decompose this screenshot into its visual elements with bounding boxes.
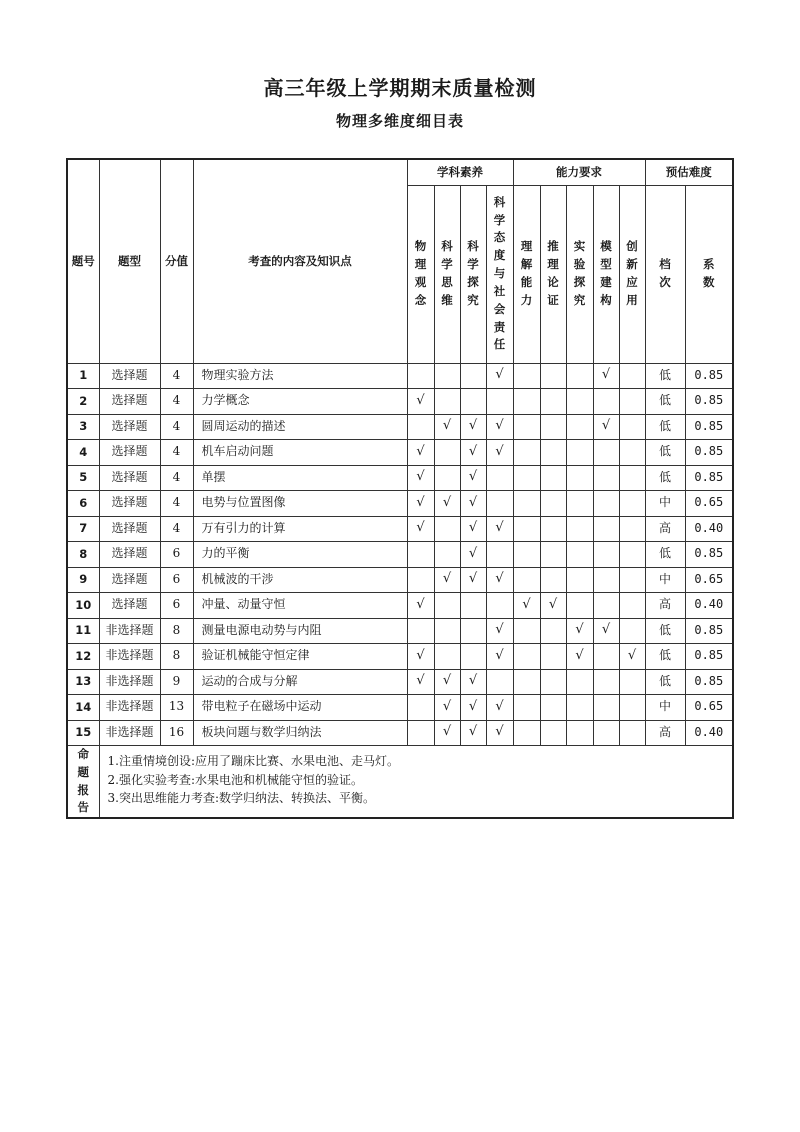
table-row (67, 618, 733, 644)
report-line-2: 2.强化实验考查:水果电池和机械能守恒的验证。 (107, 772, 363, 787)
literacy-check: √ (407, 440, 434, 466)
question-type: 选择题 (99, 440, 160, 466)
ability-check (619, 542, 645, 568)
ability-check: √ (566, 618, 593, 644)
literacy-check (434, 644, 460, 670)
literacy-check (486, 389, 513, 415)
literacy-check: √ (407, 389, 434, 415)
question-score: 6 (160, 567, 193, 593)
question-type: 选择题 (99, 389, 160, 415)
literacy-header-3: 科学探究 (460, 185, 486, 363)
literacy-check: √ (486, 644, 513, 670)
col-score-header: 分值 (160, 159, 193, 363)
table-row (67, 644, 733, 670)
ability-check (593, 720, 619, 746)
ability-check: √ (593, 414, 619, 440)
question-topic: 运动的合成与分解 (193, 669, 407, 695)
difficulty-level: 低 (645, 542, 685, 568)
ability-check (619, 695, 645, 721)
report-label: 命题报告 (67, 746, 99, 819)
ability-check: √ (593, 618, 619, 644)
ability-check (540, 440, 566, 466)
ability-check (540, 465, 566, 491)
question-score: 4 (160, 363, 193, 389)
question-topic: 力的平衡 (193, 542, 407, 568)
question-topic: 圆周运动的描述 (193, 414, 407, 440)
table-row (67, 695, 733, 721)
difficulty-coefficient: 0.85 (685, 644, 733, 670)
difficulty-coefficient: 0.85 (685, 542, 733, 568)
ability-check (540, 414, 566, 440)
ability-check (593, 644, 619, 670)
ability-check: √ (566, 644, 593, 670)
literacy-check (460, 618, 486, 644)
table-row (67, 440, 733, 466)
document-title: 高三年级上学期期末质量检测 (263, 76, 537, 100)
question-score: 4 (160, 516, 193, 542)
literacy-check (434, 440, 460, 466)
ability-check (566, 695, 593, 721)
ability-check (619, 567, 645, 593)
literacy-check: √ (486, 440, 513, 466)
question-number: 11 (67, 618, 99, 644)
ability-check (540, 516, 566, 542)
literacy-check (486, 593, 513, 619)
question-number: 9 (67, 567, 99, 593)
difficulty-level: 低 (645, 669, 685, 695)
ability-check (593, 567, 619, 593)
ability-check (619, 491, 645, 517)
literacy-check: √ (407, 516, 434, 542)
question-number: 14 (67, 695, 99, 721)
ability-check (593, 516, 619, 542)
literacy-check: √ (434, 720, 460, 746)
ability-check (540, 644, 566, 670)
ability-check (540, 695, 566, 721)
ability-check (593, 542, 619, 568)
table-row (67, 567, 733, 593)
ability-check (513, 618, 540, 644)
difficulty-coefficient: 0.85 (685, 465, 733, 491)
question-type: 选择题 (99, 465, 160, 491)
question-score: 6 (160, 593, 193, 619)
ability-check (540, 720, 566, 746)
literacy-check: √ (486, 414, 513, 440)
report-line-1: 1.注重情境创设:应用了蹦床比赛、水果电池、走马灯。 (107, 754, 399, 768)
literacy-check (407, 414, 434, 440)
ability-check (593, 669, 619, 695)
ability-check (513, 695, 540, 721)
table-row (67, 542, 733, 568)
literacy-check: √ (407, 593, 434, 619)
literacy-check: √ (460, 465, 486, 491)
question-score: 4 (160, 389, 193, 415)
difficulty-level: 低 (645, 644, 685, 670)
question-number: 3 (67, 414, 99, 440)
literacy-check (407, 542, 434, 568)
ability-check (513, 567, 540, 593)
difficulty-coefficient: 0.65 (685, 567, 733, 593)
question-score: 4 (160, 440, 193, 466)
ability-check (593, 465, 619, 491)
question-score: 8 (160, 618, 193, 644)
literacy-check (460, 389, 486, 415)
literacy-check: √ (434, 669, 460, 695)
ability-check (619, 593, 645, 619)
literacy-check: √ (434, 491, 460, 517)
report-line-3: 3.突出思维能力考查:数学归纳法、转换法、平衡。 (107, 791, 375, 806)
literacy-header-2: 科学思维 (434, 185, 460, 363)
table-row (67, 389, 733, 415)
literacy-check: √ (460, 720, 486, 746)
literacy-check: √ (460, 516, 486, 542)
question-topic: 板块问题与数学归纳法 (193, 720, 407, 746)
question-topic: 单摆 (193, 465, 407, 491)
ability-header-3: 实验探究 (566, 185, 593, 363)
ability-check (513, 669, 540, 695)
ability-check (593, 695, 619, 721)
question-number: 12 (67, 644, 99, 670)
literacy-check (434, 516, 460, 542)
difficulty-level: 高 (645, 516, 685, 542)
ability-check (593, 491, 619, 517)
ability-check (619, 516, 645, 542)
difficulty-level: 低 (645, 389, 685, 415)
literacy-check: √ (460, 491, 486, 517)
question-type: 选择题 (99, 593, 160, 619)
literacy-check: √ (460, 567, 486, 593)
question-number: 2 (67, 389, 99, 415)
question-topic: 万有引力的计算 (193, 516, 407, 542)
ability-check (619, 414, 645, 440)
ability-check (540, 567, 566, 593)
ability-check (593, 593, 619, 619)
difficulty-level: 中 (645, 491, 685, 517)
literacy-check (486, 465, 513, 491)
question-number: 1 (67, 363, 99, 389)
question-topic: 机械波的干涉 (193, 567, 407, 593)
question-score: 4 (160, 491, 193, 517)
literacy-check: √ (460, 414, 486, 440)
question-type: 非选择题 (99, 644, 160, 670)
literacy-check: √ (407, 644, 434, 670)
col-no-header: 题号 (67, 159, 99, 363)
literacy-check (486, 542, 513, 568)
difficulty-coefficient: 0.85 (685, 414, 733, 440)
literacy-check (460, 593, 486, 619)
difficulty-level: 低 (645, 465, 685, 491)
ability-check (513, 491, 540, 517)
ability-check (593, 440, 619, 466)
literacy-check (407, 618, 434, 644)
question-score: 4 (160, 414, 193, 440)
question-number: 6 (67, 491, 99, 517)
question-topic: 机车启动问题 (193, 440, 407, 466)
question-type: 非选择题 (99, 720, 160, 746)
question-type: 选择题 (99, 363, 160, 389)
table-row (67, 593, 733, 619)
literacy-check (460, 363, 486, 389)
question-type: 选择题 (99, 414, 160, 440)
difficulty-level: 中 (645, 695, 685, 721)
ability-check (513, 440, 540, 466)
ability-check (513, 389, 540, 415)
ability-check (566, 720, 593, 746)
ability-check (619, 618, 645, 644)
ability-check (513, 720, 540, 746)
question-number: 5 (67, 465, 99, 491)
ability-header-1: 理解能力 (513, 185, 540, 363)
difficulty-coefficient: 0.40 (685, 593, 733, 619)
literacy-check (407, 363, 434, 389)
literacy-check (434, 593, 460, 619)
difficulty-coefficient: 0.85 (685, 363, 733, 389)
question-score: 9 (160, 669, 193, 695)
question-topic: 电势与位置图像 (193, 491, 407, 517)
ability-check (513, 516, 540, 542)
difficulty-level: 低 (645, 363, 685, 389)
literacy-check: √ (486, 618, 513, 644)
group-literacy-header: 学科素养 (407, 159, 513, 185)
ability-check (540, 363, 566, 389)
question-number: 13 (67, 669, 99, 695)
literacy-check: √ (460, 542, 486, 568)
literacy-header-4: 科学态度与社会责任 (486, 185, 513, 363)
question-topic: 测量电源电动势与内阻 (193, 618, 407, 644)
ability-check (619, 465, 645, 491)
col-type-header: 题型 (99, 159, 160, 363)
literacy-check: √ (460, 695, 486, 721)
literacy-header-1: 物理观念 (407, 185, 434, 363)
table-row (67, 720, 733, 746)
difficulty-coefficient: 0.85 (685, 669, 733, 695)
question-score: 16 (160, 720, 193, 746)
literacy-check (486, 669, 513, 695)
difficulty-level-header: 档次 (645, 185, 685, 363)
ability-check: √ (593, 363, 619, 389)
question-number: 4 (67, 440, 99, 466)
question-score: 13 (160, 695, 193, 721)
difficulty-level: 高 (645, 720, 685, 746)
literacy-check: √ (486, 516, 513, 542)
col-topic-header: 考查的内容及知识点 (193, 159, 407, 363)
difficulty-coef-header: 系数 (685, 185, 733, 363)
difficulty-level: 低 (645, 440, 685, 466)
literacy-check (434, 389, 460, 415)
difficulty-coefficient: 0.85 (685, 440, 733, 466)
difficulty-level: 中 (645, 567, 685, 593)
report-content (99, 746, 733, 819)
ability-check (540, 389, 566, 415)
difficulty-coefficient: 0.65 (685, 491, 733, 517)
ability-check (619, 669, 645, 695)
literacy-check (460, 644, 486, 670)
difficulty-level: 高 (645, 593, 685, 619)
literacy-check: √ (434, 695, 460, 721)
question-type: 选择题 (99, 516, 160, 542)
literacy-check: √ (486, 363, 513, 389)
literacy-check (434, 363, 460, 389)
difficulty-coefficient: 0.65 (685, 695, 733, 721)
ability-check: √ (513, 593, 540, 619)
ability-check (513, 363, 540, 389)
question-score: 4 (160, 465, 193, 491)
ability-check (540, 618, 566, 644)
ability-check (540, 491, 566, 517)
difficulty-coefficient: 0.85 (685, 389, 733, 415)
group-ability-header: 能力要求 (513, 159, 645, 185)
ability-check (540, 542, 566, 568)
question-type: 非选择题 (99, 695, 160, 721)
ability-header-5: 创新应用 (619, 185, 645, 363)
question-topic: 带电粒子在磁场中运动 (193, 695, 407, 721)
ability-check (513, 644, 540, 670)
question-type: 非选择题 (99, 618, 160, 644)
ability-check (566, 389, 593, 415)
ability-check (619, 720, 645, 746)
table-row (67, 363, 733, 389)
literacy-check (407, 695, 434, 721)
literacy-check: √ (486, 567, 513, 593)
ability-check: √ (619, 644, 645, 670)
ability-check (566, 593, 593, 619)
difficulty-coefficient: 0.85 (685, 618, 733, 644)
ability-check (566, 542, 593, 568)
literacy-check: √ (407, 669, 434, 695)
spec-table (66, 158, 734, 819)
difficulty-coefficient: 0.40 (685, 720, 733, 746)
ability-check (566, 669, 593, 695)
ability-check (513, 465, 540, 491)
literacy-check: √ (434, 414, 460, 440)
literacy-check: √ (486, 720, 513, 746)
question-type: 选择题 (99, 491, 160, 517)
ability-check (566, 363, 593, 389)
ability-check (513, 542, 540, 568)
ability-check: √ (540, 593, 566, 619)
literacy-check: √ (460, 440, 486, 466)
question-topic: 力学概念 (193, 389, 407, 415)
literacy-check: √ (434, 567, 460, 593)
literacy-check (434, 542, 460, 568)
question-number: 15 (67, 720, 99, 746)
ability-check (619, 389, 645, 415)
ability-check (566, 491, 593, 517)
literacy-check (434, 465, 460, 491)
question-topic: 冲量、动量守恒 (193, 593, 407, 619)
table-row (67, 516, 733, 542)
ability-header-2: 推理论证 (540, 185, 566, 363)
ability-header-4: 模型建构 (593, 185, 619, 363)
ability-check (619, 440, 645, 466)
ability-check (566, 465, 593, 491)
table-row (67, 465, 733, 491)
table-row (67, 669, 733, 695)
question-type: 非选择题 (99, 669, 160, 695)
question-topic: 物理实验方法 (193, 363, 407, 389)
table-row (67, 414, 733, 440)
literacy-check (407, 720, 434, 746)
difficulty-level: 低 (645, 414, 685, 440)
question-topic: 验证机械能守恒定律 (193, 644, 407, 670)
question-number: 10 (67, 593, 99, 619)
ability-check (540, 669, 566, 695)
table-row (67, 491, 733, 517)
literacy-check (486, 491, 513, 517)
ability-check (566, 440, 593, 466)
question-number: 8 (67, 542, 99, 568)
question-number: 7 (67, 516, 99, 542)
difficulty-coefficient: 0.40 (685, 516, 733, 542)
literacy-check: √ (486, 695, 513, 721)
ability-check (566, 516, 593, 542)
ability-check (619, 363, 645, 389)
ability-check (566, 414, 593, 440)
question-type: 选择题 (99, 567, 160, 593)
ability-check (566, 567, 593, 593)
question-score: 6 (160, 542, 193, 568)
question-score: 8 (160, 644, 193, 670)
group-difficulty-header: 预估难度 (645, 159, 733, 185)
literacy-check: √ (407, 465, 434, 491)
difficulty-level: 低 (645, 618, 685, 644)
literacy-check: √ (407, 491, 434, 517)
ability-check (593, 389, 619, 415)
document-subtitle: 物理多维度细目表 (335, 112, 464, 130)
report-row (67, 746, 733, 819)
question-type: 选择题 (99, 542, 160, 568)
literacy-check (407, 567, 434, 593)
table-body (67, 363, 733, 746)
literacy-check: √ (460, 669, 486, 695)
literacy-check (434, 618, 460, 644)
ability-check (513, 414, 540, 440)
